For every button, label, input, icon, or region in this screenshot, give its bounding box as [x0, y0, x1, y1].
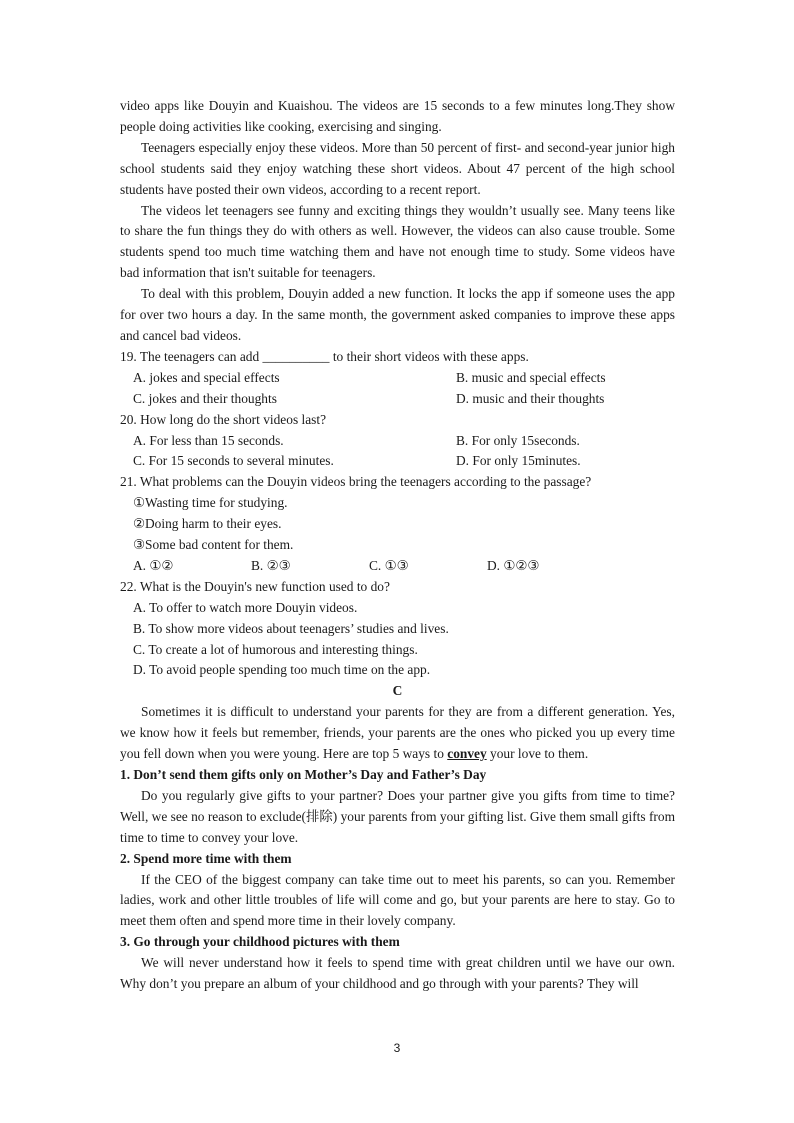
question-22-stem: 22. What is the Douyin's new function used to do?	[120, 578, 390, 594]
question-21-item-2: ②Doing harm to their eyes.	[133, 516, 282, 532]
passage-c-intro	[120, 702, 675, 765]
question-21-option-a: A. ①②	[133, 557, 174, 573]
question-21-options	[120, 556, 675, 577]
question-21-item-3: ③Some bad content for them.	[133, 537, 294, 553]
question-22-option-c: C. To create a lot of humorous and interesting things.	[133, 641, 418, 657]
question-19-stem: 19. The teenagers can add __________ to their short videos with these apps.	[120, 348, 529, 364]
question-22-option-a: A. To offer to watch more Douyin videos.	[133, 599, 358, 615]
section-paragraph-2: If the CEO of the biggest company can take time out to meet his parents, so can you. Remember ladies, work and other little troubles of life will come and go, but your parents are here to stay. Go to meet them often and spend more time in their lovely company.	[120, 871, 675, 929]
question-20-option-a: A. For less than 15 seconds.	[133, 432, 284, 448]
question-20-option-c: C. For 15 seconds to several minutes.	[133, 453, 334, 469]
question-20-option-d: D. For only 15minutes.	[456, 453, 581, 469]
question-21-item-1: ①Wasting time for studying.	[133, 495, 288, 511]
question-20-options-row-2	[120, 451, 675, 472]
question-20-stem: 20. How long do the short videos last?	[120, 411, 327, 427]
question-19-options-row-1	[120, 368, 675, 389]
section-paragraph-3: We will never understand how it feels to spend time with great children until we have our own. Why don’t you prepare an album of your childhood and go through with your parents? They will	[120, 955, 675, 992]
question-19-option-a: A. jokes and special effects	[133, 369, 280, 385]
passage-c-intro-end: your love to them.	[486, 746, 589, 762]
question-19-option-c: C. jokes and their thoughts	[133, 390, 277, 406]
passage-b-paragraph-1: video apps like Douyin and Kuaishou. The videos are 15 seconds to a few minutes long.They show people doing activities like cooking, exercising and singing.	[120, 98, 675, 134]
passage-c-label: C	[392, 683, 403, 699]
question-21-option-d: D. ①②③	[487, 557, 540, 573]
keyword-convey: convey	[447, 746, 487, 762]
passage-b-paragraph-4: To deal with this problem, Douyin added a new function. It locks the app if someone uses the app for over two hours a day. In the same month, the government asked companies to improve these apps and cancel bad videos.	[120, 286, 675, 343]
question-21-option-b: B. ②③	[251, 557, 291, 573]
question-20-options-row-1	[120, 431, 675, 452]
question-22-option-b: B. To show more videos about teenagers’ studies and lives.	[133, 620, 449, 636]
question-20-option-b: B. For only 15seconds.	[456, 432, 580, 448]
question-22-option-d: D. To avoid people spending too much time on the app.	[133, 662, 431, 678]
question-21-option-c: C. ①③	[369, 557, 409, 573]
question-21-stem: 21. What problems can the Douyin videos bring the teenagers according to the passage?	[120, 474, 592, 490]
question-19-option-d: D. music and their thoughts	[456, 390, 605, 406]
section-heading-2: 2. Spend more time with them	[120, 850, 292, 866]
passage-c-intro-text: Sometimes it is difficult to understand your parents for they are from a different generation. Yes, we know how it feels but remember, friends, your parents are the ones who picked you up every time you fell down when you were young. Here are top 5 ways to	[120, 704, 675, 762]
passage-b-paragraph-2: Teenagers especially enjoy these videos. More than 50 percent of first- and second-year junior high school students said they enjoy watching these short videos. About 47 percent of the high school students have posted their own videos, according to a recent report.	[120, 139, 675, 197]
page-number: 3	[393, 1041, 401, 1055]
question-19-option-b: B. music and special effects	[456, 369, 606, 385]
section-paragraph-1: Do you regularly give gifts to your partner? Does your partner give you gifts from time to time? Well, we see no reason to exclude(排除) your parents from your gifting list. Give them small gifts from time to time to convey your love.	[120, 787, 675, 845]
section-heading-3: 3. Go through your childhood pictures with them	[120, 934, 400, 950]
section-heading-1: 1. Don’t send them gifts only on Mother’s Day and Father’s Day	[120, 767, 487, 782]
document-page	[120, 96, 675, 995]
question-19-options-row-2	[120, 389, 675, 410]
passage-b-paragraph-3: The videos let teenagers see funny and exciting things they wouldn’t usually see. Many teens like to share the fun things they do with others as well. However, the videos can also cause trouble. Some students spend too much time watching them and have not enough time to study. Some videos have bad information that isn't suitable for teenagers.	[120, 202, 675, 281]
